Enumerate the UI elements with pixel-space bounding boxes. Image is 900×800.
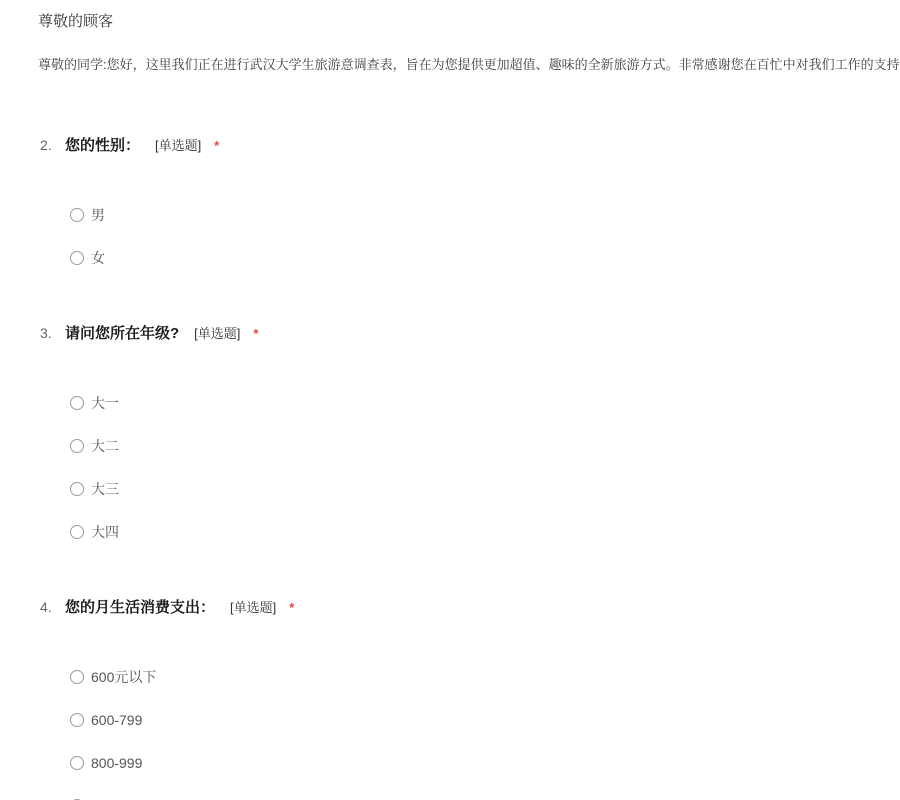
question-header [38,323,862,344]
radio-icon[interactable] [70,251,84,265]
radio-icon[interactable] [70,208,84,222]
option-label: 大四 [91,523,119,540]
form-description: 尊敬的同学:您好，这里我们正在进行武汉大学生旅游意调查表，旨在为您提供更加超值、趣味的全新旅游方式。非常感谢您在百忙中对我们工作的支持 [38,57,900,72]
radio-icon[interactable] [70,713,84,727]
question-type-tag: [单选题] [230,600,277,615]
radio-icon[interactable] [70,756,84,770]
radio-option-female[interactable] [70,236,862,279]
question-title: 请问您所在年级? [65,325,180,342]
options-list [38,381,862,553]
question-number: 3. [40,325,52,341]
radio-icon[interactable] [70,439,84,453]
question-title: 您的性别： [65,137,141,154]
question-header [38,135,862,156]
question-title: 您的月生活消费支出： [65,599,216,616]
form-title: 尊敬的顾客 [38,13,114,30]
radio-option-600-799[interactable] [70,698,862,741]
option-label: 大一 [91,394,119,411]
option-label: 男 [91,206,105,223]
option-label: 800-999 [91,754,143,771]
radio-option-senior[interactable] [70,510,862,553]
radio-option-junior[interactable] [70,467,862,510]
question-type-tag: [单选题] [194,326,241,341]
question-number: 2. [40,137,52,153]
options-list [38,193,862,279]
required-asterisk: * [253,326,259,341]
required-asterisk: * [214,138,220,153]
question-grade [38,323,862,553]
required-asterisk: * [289,600,295,615]
question-gender [38,135,862,279]
radio-option-male[interactable] [70,193,862,236]
radio-option-sophomore[interactable] [70,424,862,467]
radio-icon[interactable] [70,670,84,684]
option-label: 600元以下 [91,668,157,685]
option-label: 女 [91,249,105,266]
option-label: 大二 [91,437,119,454]
radio-option-partial[interactable] [70,784,862,800]
question-number: 4. [40,599,52,615]
radio-icon[interactable] [70,482,84,496]
options-list [38,655,862,800]
option-label: 大三 [91,480,119,497]
radio-option-freshman[interactable] [70,381,862,424]
question-type-tag: [单选题] [155,138,202,153]
radio-option-below-600[interactable] [70,655,862,698]
option-label: 600-799 [91,711,143,728]
question-monthly-spending [38,597,862,800]
question-header [38,597,862,618]
radio-icon[interactable] [70,396,84,410]
radio-option-800-999[interactable] [70,741,862,784]
radio-icon[interactable] [70,525,84,539]
